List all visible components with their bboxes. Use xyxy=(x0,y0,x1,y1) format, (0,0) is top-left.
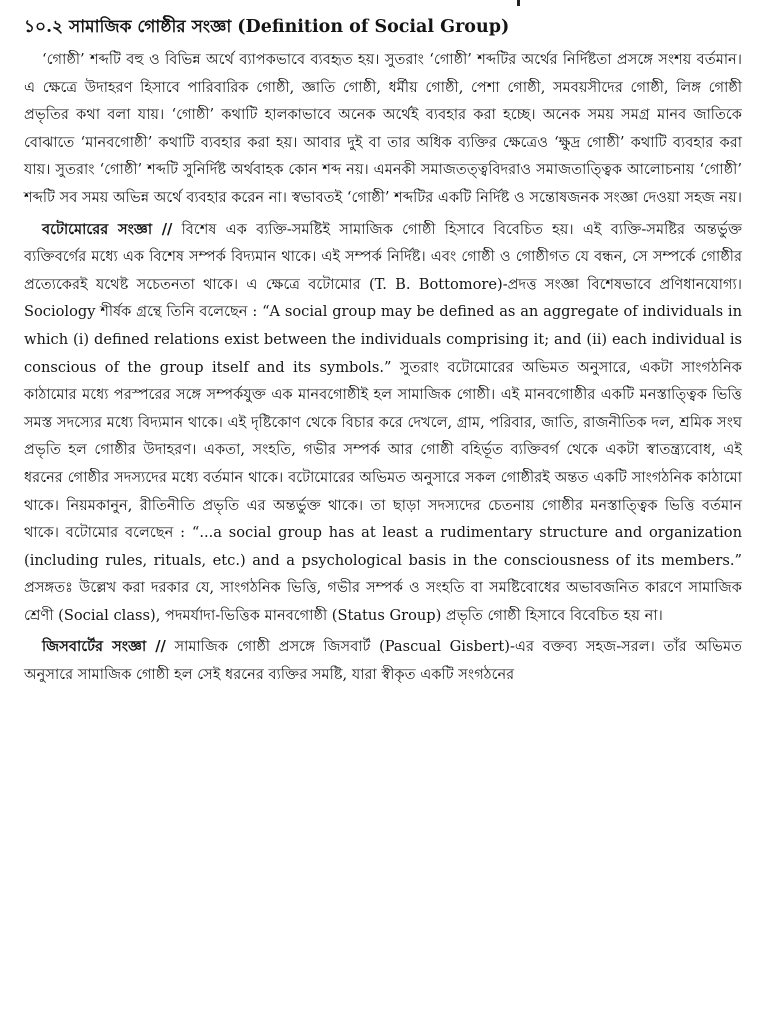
paragraph-gisbert-text: সামাজিক গোষ্ঠী প্রসঙ্গে জিসবার্ট (Pascual Gisbert)-এর বক্তব্য সহজ-সরল। তাঁর অভিমত অনুসারে সামাজিক গোষ্ঠী হল সেই ধরনের ব্যক্তির সমষ্টি, যারা স্বীকৃত একটি সংগঠনের xyxy=(24,638,742,684)
book-page xyxy=(24,14,742,964)
paragraph-intro-text: ‘গোষ্ঠী’ শব্দটি বহু ও বিভিন্ন অর্থে ব্যাপকভাবে ব্যবহৃত হয়। সুতরাং ‘গোষ্ঠী’ শব্দটির অর্থের নির্দিষ্টতা প্রসঙ্গে সংশয় বর্তমান। এ ক্ষেত্রে উদাহরণ হিসাবে পারিবারিক গোষ্ঠী, জ্ঞাতি গোষ্ঠী, ধর্মীয় গোষ্ঠী, পেশা গোষ্ঠী, সমবয়সীদের গোষ্ঠী, লিঙ্গ গোষ্ঠী প্রভৃতির কথা বলা যায়। ‘গোষ্ঠী’ কথাটি হালকাভাবে অনেক অর্থেই ব্যবহার করা হচ্ছে। অনেক সময় সমগ্র মানব জাতিকে বোঝাতে ‘মানবগোষ্ঠী’ কথাটি ব্যবহার করা হয়। আবার দুই বা তার অধিক ব্যক্তির ক্ষেত্রেও ‘ক্ষুদ্র গোষ্ঠী’ কথাটি ব্যবহার করা যায়। সুতরাং ‘গোষ্ঠী’ শব্দটি সুনির্দিষ্ট অর্থবাহক কোন শব্দ নয়। এমনকী সমাজতত্ত্ববিদরাও সমাজতাত্ত্বিক আলোচনায় ‘গোষ্ঠী’ শব্দটি সব সময় অভিন্ন অর্থে ব্যবহার করেন না। স্বভাবতই ‘গোষ্ঠী’ শব্দটির একটি নির্দিষ্ট ও সন্তোষজনক সংজ্ঞা দেওয়া সহজ নয়। xyxy=(24,51,742,206)
section-heading xyxy=(24,14,742,40)
paragraph-bottomore xyxy=(24,216,742,630)
paragraph-bottomore-text: বিশেষ এক ব্যক্তি-সমষ্টিই সামাজিক গোষ্ঠী হিসাবে বিবেচিত হয়। এই ব্যক্তি-সমষ্টির অন্তর্ভুক্ত ব্যক্তিবর্গের মধ্যে এক বিশেষ সম্পর্ক বিদ্যমান থাকে। এই সম্পর্ক নির্দিষ্ট। এবং গোষ্ঠী ও গোষ্ঠীগত যে বন্ধন, সে সম্পর্কে গোষ্ঠীর প্রত্যেকেরই যথেষ্ট সচেতনতা থাকে। এ ক্ষেত্রে বটোমোর (T. B. Bottomore)-প্রদত্ত সংজ্ঞা বিশেষভাবে প্রণিধানযোগ্য। Sociology শীর্ষক গ্রন্থে তিনি বলেছেন : “A social group may be defined as an aggregate of individuals in which (i) defined relations exist between the individuals comprising it; and (ii) each individual is conscious of the group itself and its symbols.” সুতরাং বটোমোরের অভিমত অনুসারে, একটা সাংগঠনিক কাঠামোর মধ্যে পরস্পরের সঙ্গে সম্পর্কযুক্ত এক মানবগোষ্ঠীই হল সামাজিক গোষ্ঠী। এই মানবগোষ্ঠীর একটি মনস্তাত্ত্বিক ভিত্তি সমস্ত সদস্যের মধ্যে বিদ্যমান থাকে। এই দৃষ্টিকোণ থেকে বিচার করে দেখলে, গ্রাম, পরিবার, জাতি, রাজনীতিক দল, শ্রমিক সংঘ প্রভৃতি হল গোষ্ঠীর উদাহরণ। একতা, সংহতি, গভীর সম্পর্ক আর গোষ্ঠী বহির্ভূত ব্যক্তিবর্গ থেকে একটা স্বাতন্ত্র্যবোধ, এই ধরনের গোষ্ঠীর সদস্যদের মধ্যে বর্তমান থাকে। বটোমোরের অভিমত অনুসারে সকল গোষ্ঠীরই অন্তত একটি সাংগঠনিক কাঠামো থাকে। নিয়মকানুন, রীতিনীতি প্রভৃতি এর অন্তর্ভুক্ত থাকে। তা ছাড়া সদস্যদের চেতনায় গোষ্ঠীর মনস্তাত্ত্বিক ভিত্তি বর্তমান থাকে। বটোমোর বলেছেন : “...a social group has at least a rudimentary structure and organization (including rules, rituals, etc.) and a psychological basis in the consciousness of its members.” প্রসঙ্গতঃ উল্লেখ করা দরকার যে, সাংগঠনিক ভিত্তি, গভীর সম্পর্ক ও সংহতি বা সমষ্টিবোধের অভাবজনিত কারণে সামাজিক শ্রেণী (Social class), পদমর্যাদা-ভিত্তিক মানবগোষ্ঠী (Status Group) প্রভৃতি গোষ্ঠী হিসাবে বিবেচিত হয় না। xyxy=(24,220,743,624)
gisbert-definition-lead: জিসবার্টের সংজ্ঞা // xyxy=(42,638,166,656)
section-title-english: (Definition of Social Group) xyxy=(237,17,510,37)
section-number: ১০.২ xyxy=(24,17,64,37)
bottomore-definition-lead: বটোমোরের সংজ্ঞা // xyxy=(42,220,173,238)
section-title-bengali: সামাজিক গোষ্ঠীর সংজ্ঞা xyxy=(68,17,232,37)
paragraph-gisbert xyxy=(24,633,742,688)
paragraph-intro xyxy=(24,46,742,212)
scan-edge-mark xyxy=(517,0,520,6)
